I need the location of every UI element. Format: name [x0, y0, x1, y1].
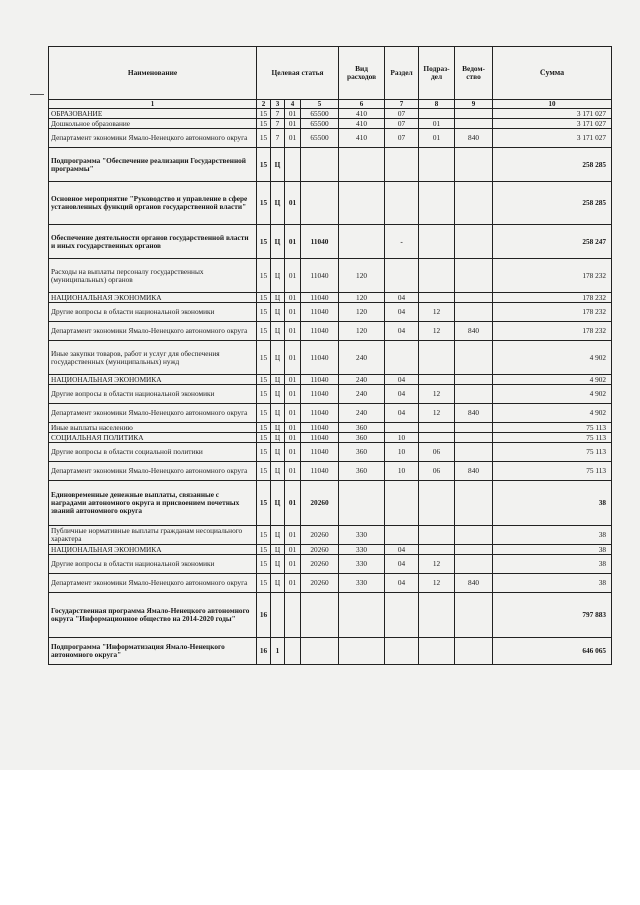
sum-cell: 75 113: [493, 423, 612, 433]
department-cell: [455, 443, 493, 462]
department-cell: [455, 638, 493, 665]
target-code-2-cell: Ц: [271, 423, 285, 433]
section-cell: 04: [385, 545, 419, 555]
section-cell: 10: [385, 433, 419, 443]
target-code-3-cell: 01: [285, 545, 301, 555]
column-number: 7: [385, 100, 419, 109]
subsection-cell: 12: [419, 322, 455, 341]
section-cell: 10: [385, 462, 419, 481]
target-code-1-cell: 16: [257, 593, 271, 638]
subsection-cell: [419, 423, 455, 433]
sum-cell: 258 285: [493, 182, 612, 225]
department-cell: [455, 119, 493, 129]
expense-type-cell: 240: [339, 341, 385, 375]
sum-cell: 178 232: [493, 259, 612, 293]
sum-cell: 258 285: [493, 148, 612, 182]
expense-type-cell: 410: [339, 129, 385, 148]
target-code-4-cell: 11040: [301, 259, 339, 293]
section-cell: 04: [385, 555, 419, 574]
department-cell: [455, 593, 493, 638]
row-name-cell: Департамент экономики Ямало-Ненецкого автономного округа: [49, 462, 257, 481]
table-row: [49, 129, 612, 148]
column-number: 9: [455, 100, 493, 109]
department-cell: 840: [455, 322, 493, 341]
sum-cell: 75 113: [493, 433, 612, 443]
header-target-article: Целевая статья: [257, 47, 339, 100]
target-code-2-cell: Ц: [271, 375, 285, 385]
department-cell: [455, 385, 493, 404]
section-cell: [385, 341, 419, 375]
expense-type-cell: 240: [339, 375, 385, 385]
table-row: [49, 462, 612, 481]
row-name-cell: Департамент экономики Ямало-Ненецкого автономного округа: [49, 129, 257, 148]
target-code-1-cell: 15: [257, 119, 271, 129]
target-code-3-cell: 01: [285, 404, 301, 423]
sum-cell: 178 232: [493, 293, 612, 303]
expense-type-cell: [339, 481, 385, 526]
target-code-4-cell: 11040: [301, 375, 339, 385]
target-code-4-cell: 11040: [301, 341, 339, 375]
expense-type-cell: 410: [339, 119, 385, 129]
row-name-cell: Департамент экономики Ямало-Ненецкого автономного округа: [49, 404, 257, 423]
expense-type-cell: 330: [339, 555, 385, 574]
target-code-1-cell: 15: [257, 385, 271, 404]
department-cell: [455, 555, 493, 574]
column-number: 8: [419, 100, 455, 109]
target-code-3-cell: 01: [285, 293, 301, 303]
sum-cell: 178 232: [493, 322, 612, 341]
target-code-4-cell: 11040: [301, 225, 339, 259]
subsection-cell: [419, 526, 455, 545]
target-code-2-cell: Ц: [271, 443, 285, 462]
section-cell: [385, 259, 419, 293]
expense-type-cell: [339, 638, 385, 665]
column-number: 10: [493, 100, 612, 109]
sum-cell: 3 171 027: [493, 109, 612, 119]
sum-cell: 178 232: [493, 303, 612, 322]
target-code-4-cell: 20260: [301, 545, 339, 555]
sum-cell: 38: [493, 555, 612, 574]
target-code-1-cell: 15: [257, 433, 271, 443]
budget-table: [48, 46, 612, 665]
header-row: [49, 47, 612, 100]
row-name-cell: Расходы на выплаты персоналу государственных (муниципальных) органов: [49, 259, 257, 293]
target-code-2-cell: Ц: [271, 462, 285, 481]
sum-cell: 258 247: [493, 225, 612, 259]
section-cell: 04: [385, 303, 419, 322]
subsection-cell: 06: [419, 443, 455, 462]
target-code-1-cell: 15: [257, 322, 271, 341]
subsection-cell: [419, 545, 455, 555]
table-row: [49, 526, 612, 545]
target-code-4-cell: 11040: [301, 303, 339, 322]
row-name-cell: ОБРАЗОВАНИЕ: [49, 109, 257, 119]
target-code-1-cell: 15: [257, 462, 271, 481]
target-code-4-cell: 11040: [301, 385, 339, 404]
sum-cell: 4 902: [493, 385, 612, 404]
subsection-cell: [419, 109, 455, 119]
sum-cell: 38: [493, 545, 612, 555]
target-code-4-cell: 11040: [301, 322, 339, 341]
department-cell: [455, 481, 493, 526]
sum-cell: 646 065: [493, 638, 612, 665]
expense-type-cell: 240: [339, 404, 385, 423]
section-cell: 10: [385, 443, 419, 462]
department-cell: [455, 526, 493, 545]
sum-cell: 38: [493, 526, 612, 545]
section-cell: 04: [385, 322, 419, 341]
table-body: [49, 109, 612, 665]
row-name-cell: НАЦИОНАЛЬНАЯ ЭКОНОМИКА: [49, 545, 257, 555]
target-code-3-cell: 01: [285, 303, 301, 322]
expense-type-cell: 360: [339, 462, 385, 481]
expense-type-cell: [339, 182, 385, 225]
target-code-2-cell: Ц: [271, 322, 285, 341]
subsection-cell: [419, 293, 455, 303]
target-code-4-cell: 20260: [301, 481, 339, 526]
section-cell: 07: [385, 109, 419, 119]
sum-cell: 797 883: [493, 593, 612, 638]
target-code-3-cell: 01: [285, 322, 301, 341]
table-row: [49, 433, 612, 443]
target-code-3-cell: 01: [285, 259, 301, 293]
header-name: Наименование: [49, 47, 257, 100]
section-cell: 04: [385, 574, 419, 593]
sum-cell: 75 113: [493, 443, 612, 462]
target-code-2-cell: [271, 593, 285, 638]
target-code-3-cell: 01: [285, 555, 301, 574]
section-cell: 04: [385, 385, 419, 404]
header-section: Раздел: [385, 47, 419, 100]
section-cell: 04: [385, 404, 419, 423]
row-name-cell: Другие вопросы в области социальной политики: [49, 443, 257, 462]
department-cell: 840: [455, 129, 493, 148]
target-code-3-cell: 01: [285, 443, 301, 462]
table-row: [49, 322, 612, 341]
target-code-3-cell: 01: [285, 433, 301, 443]
row-name-cell: Единовременные денежные выплаты, связанные с наградами автономного округа и присвоением почетных званий автономного округа: [49, 481, 257, 526]
row-name-cell: Подпрограмма "Информатизация Ямало-Ненецкого автономного округа": [49, 638, 257, 665]
target-code-1-cell: 15: [257, 555, 271, 574]
target-code-2-cell: Ц: [271, 481, 285, 526]
margin-mark: [30, 94, 44, 95]
department-cell: [455, 423, 493, 433]
subsection-cell: [419, 341, 455, 375]
header-sum: Сумма: [493, 47, 612, 100]
table-row: [49, 375, 612, 385]
department-cell: [455, 303, 493, 322]
section-cell: [385, 148, 419, 182]
column-number: 6: [339, 100, 385, 109]
row-name-cell: Иные закупки товаров, работ и услуг для обеспечения государственных (муниципальных) нужд: [49, 341, 257, 375]
target-code-2-cell: Ц: [271, 259, 285, 293]
target-code-2-cell: Ц: [271, 341, 285, 375]
section-cell: [385, 423, 419, 433]
target-code-1-cell: 15: [257, 481, 271, 526]
target-code-1-cell: 15: [257, 404, 271, 423]
table-row: [49, 341, 612, 375]
department-cell: [455, 341, 493, 375]
section-cell: 04: [385, 375, 419, 385]
expense-type-cell: 410: [339, 109, 385, 119]
target-code-3-cell: 01: [285, 423, 301, 433]
target-code-1-cell: 15: [257, 225, 271, 259]
target-code-1-cell: 15: [257, 303, 271, 322]
target-code-4-cell: 11040: [301, 293, 339, 303]
subsection-cell: [419, 433, 455, 443]
section-cell: [385, 593, 419, 638]
row-name-cell: Иные выплаты населению: [49, 423, 257, 433]
target-code-3-cell: 01: [285, 481, 301, 526]
section-cell: [385, 638, 419, 665]
target-code-3-cell: 01: [285, 109, 301, 119]
expense-type-cell: 360: [339, 423, 385, 433]
target-code-2-cell: Ц: [271, 182, 285, 225]
table-row: [49, 443, 612, 462]
target-code-4-cell: 11040: [301, 443, 339, 462]
table-row: [49, 593, 612, 638]
target-code-4-cell: [301, 148, 339, 182]
row-name-cell: Другие вопросы в области национальной экономики: [49, 303, 257, 322]
header-department: Ведом- ство: [455, 47, 493, 100]
target-code-1-cell: 15: [257, 545, 271, 555]
target-code-4-cell: 11040: [301, 404, 339, 423]
target-code-4-cell: 65500: [301, 129, 339, 148]
expense-type-cell: 330: [339, 574, 385, 593]
sum-cell: 3 171 027: [493, 129, 612, 148]
row-name-cell: Департамент экономики Ямало-Ненецкого автономного округа: [49, 322, 257, 341]
department-cell: [455, 148, 493, 182]
column-number: 3: [271, 100, 285, 109]
section-cell: 07: [385, 119, 419, 129]
target-code-3-cell: [285, 148, 301, 182]
target-code-2-cell: Ц: [271, 225, 285, 259]
target-code-1-cell: 15: [257, 293, 271, 303]
sum-cell: 38: [493, 574, 612, 593]
target-code-4-cell: 11040: [301, 423, 339, 433]
expense-type-cell: 330: [339, 526, 385, 545]
row-name-cell: СОЦИАЛЬНАЯ ПОЛИТИКА: [49, 433, 257, 443]
target-code-3-cell: 01: [285, 129, 301, 148]
table-row: [49, 385, 612, 404]
target-code-4-cell: [301, 593, 339, 638]
target-code-1-cell: 15: [257, 443, 271, 462]
target-code-4-cell: 11040: [301, 462, 339, 481]
department-cell: [455, 259, 493, 293]
row-name-cell: Государственная программа Ямало-Ненецкого автономного округа "Информационное общество на 2014-2020 годы": [49, 593, 257, 638]
column-number-row: [49, 100, 612, 109]
target-code-3-cell: 01: [285, 385, 301, 404]
expense-type-cell: [339, 148, 385, 182]
target-code-1-cell: 15: [257, 148, 271, 182]
table-row: [49, 225, 612, 259]
sum-cell: 4 902: [493, 341, 612, 375]
table-row: [49, 555, 612, 574]
expense-type-cell: 240: [339, 385, 385, 404]
target-code-1-cell: 15: [257, 375, 271, 385]
section-cell: 07: [385, 129, 419, 148]
target-code-3-cell: 01: [285, 341, 301, 375]
table-row: [49, 545, 612, 555]
subsection-cell: 12: [419, 555, 455, 574]
section-cell: [385, 182, 419, 225]
table-row: [49, 259, 612, 293]
department-cell: [455, 545, 493, 555]
target-code-2-cell: 7: [271, 119, 285, 129]
expense-type-cell: [339, 593, 385, 638]
row-name-cell: НАЦИОНАЛЬНАЯ ЭКОНОМИКА: [49, 293, 257, 303]
budget-table-container: [48, 46, 612, 665]
target-code-2-cell: Ц: [271, 148, 285, 182]
department-cell: 840: [455, 404, 493, 423]
target-code-3-cell: 01: [285, 526, 301, 545]
department-cell: [455, 293, 493, 303]
row-name-cell: Подпрограмма "Обеспечение реализации Государственной программы": [49, 148, 257, 182]
subsection-cell: [419, 481, 455, 526]
row-name-cell: НАЦИОНАЛЬНАЯ ЭКОНОМИКА: [49, 375, 257, 385]
column-number: 2: [257, 100, 271, 109]
target-code-1-cell: 15: [257, 423, 271, 433]
section-cell: 04: [385, 293, 419, 303]
table-row: [49, 481, 612, 526]
expense-type-cell: [339, 225, 385, 259]
section-cell: [385, 526, 419, 545]
subsection-cell: 06: [419, 462, 455, 481]
target-code-1-cell: 15: [257, 526, 271, 545]
target-code-2-cell: 7: [271, 109, 285, 119]
target-code-2-cell: Ц: [271, 545, 285, 555]
expense-type-cell: 360: [339, 443, 385, 462]
expense-type-cell: 120: [339, 303, 385, 322]
header-expense-type: Вид расходов: [339, 47, 385, 100]
row-name-cell: Другие вопросы в области национальной экономики: [49, 555, 257, 574]
expense-type-cell: 360: [339, 433, 385, 443]
target-code-1-cell: 15: [257, 259, 271, 293]
row-name-cell: Департамент экономики Ямало-Ненецкого автономного округа: [49, 574, 257, 593]
target-code-1-cell: 15: [257, 341, 271, 375]
target-code-3-cell: 01: [285, 462, 301, 481]
subsection-cell: 12: [419, 385, 455, 404]
target-code-2-cell: Ц: [271, 574, 285, 593]
section-cell: [385, 481, 419, 526]
target-code-4-cell: [301, 182, 339, 225]
target-code-4-cell: 20260: [301, 526, 339, 545]
expense-type-cell: 120: [339, 259, 385, 293]
expense-type-cell: 330: [339, 545, 385, 555]
header-subsection: Подраз- дел: [419, 47, 455, 100]
section-cell: -: [385, 225, 419, 259]
subsection-cell: [419, 259, 455, 293]
target-code-4-cell: 20260: [301, 574, 339, 593]
department-cell: [455, 182, 493, 225]
target-code-2-cell: Ц: [271, 526, 285, 545]
subsection-cell: 01: [419, 129, 455, 148]
target-code-2-cell: Ц: [271, 555, 285, 574]
table-row: [49, 182, 612, 225]
target-code-1-cell: 15: [257, 109, 271, 119]
subsection-cell: [419, 182, 455, 225]
target-code-3-cell: [285, 638, 301, 665]
expense-type-cell: 120: [339, 293, 385, 303]
target-code-2-cell: 7: [271, 129, 285, 148]
target-code-1-cell: 15: [257, 129, 271, 148]
sum-cell: 38: [493, 481, 612, 526]
subsection-cell: [419, 225, 455, 259]
department-cell: [455, 225, 493, 259]
sum-cell: 4 902: [493, 375, 612, 385]
target-code-2-cell: 1: [271, 638, 285, 665]
department-cell: 840: [455, 574, 493, 593]
target-code-2-cell: Ц: [271, 385, 285, 404]
department-cell: [455, 375, 493, 385]
expense-type-cell: 120: [339, 322, 385, 341]
department-cell: 840: [455, 462, 493, 481]
target-code-2-cell: Ц: [271, 293, 285, 303]
row-name-cell: Другие вопросы в области национальной экономики: [49, 385, 257, 404]
target-code-4-cell: 65500: [301, 109, 339, 119]
target-code-1-cell: 15: [257, 182, 271, 225]
table-row: [49, 148, 612, 182]
target-code-4-cell: [301, 638, 339, 665]
target-code-1-cell: 16: [257, 638, 271, 665]
subsection-cell: 12: [419, 303, 455, 322]
subsection-cell: [419, 375, 455, 385]
target-code-3-cell: 01: [285, 225, 301, 259]
department-cell: [455, 109, 493, 119]
sum-cell: 75 113: [493, 462, 612, 481]
target-code-3-cell: [285, 593, 301, 638]
column-number: 1: [49, 100, 257, 109]
target-code-3-cell: 01: [285, 375, 301, 385]
target-code-2-cell: Ц: [271, 433, 285, 443]
subsection-cell: 01: [419, 119, 455, 129]
target-code-4-cell: 11040: [301, 433, 339, 443]
table-row: [49, 423, 612, 433]
table-row: [49, 574, 612, 593]
target-code-3-cell: 01: [285, 182, 301, 225]
target-code-2-cell: Ц: [271, 303, 285, 322]
table-row: [49, 119, 612, 129]
sum-cell: 4 902: [493, 404, 612, 423]
sum-cell: 3 171 027: [493, 119, 612, 129]
target-code-1-cell: 15: [257, 574, 271, 593]
subsection-cell: [419, 148, 455, 182]
target-code-4-cell: 65500: [301, 119, 339, 129]
subsection-cell: [419, 593, 455, 638]
target-code-3-cell: 01: [285, 574, 301, 593]
table-row: [49, 638, 612, 665]
table-row: [49, 293, 612, 303]
column-number: 5: [301, 100, 339, 109]
target-code-2-cell: Ц: [271, 404, 285, 423]
table-row: [49, 109, 612, 119]
row-name-cell: Дошкольное образование: [49, 119, 257, 129]
column-number: 4: [285, 100, 301, 109]
subsection-cell: 12: [419, 404, 455, 423]
target-code-3-cell: 01: [285, 119, 301, 129]
subsection-cell: [419, 638, 455, 665]
table-row: [49, 303, 612, 322]
table-row: [49, 404, 612, 423]
target-code-4-cell: 20260: [301, 555, 339, 574]
row-name-cell: Публичные нормативные выплаты гражданам несоциального характера: [49, 526, 257, 545]
department-cell: [455, 433, 493, 443]
subsection-cell: 12: [419, 574, 455, 593]
row-name-cell: Обеспечение деятельности органов государственной власти и иных государственных органов: [49, 225, 257, 259]
row-name-cell: Основное мероприятие "Руководство и управление в сфере установленных функций органов государственной власти": [49, 182, 257, 225]
